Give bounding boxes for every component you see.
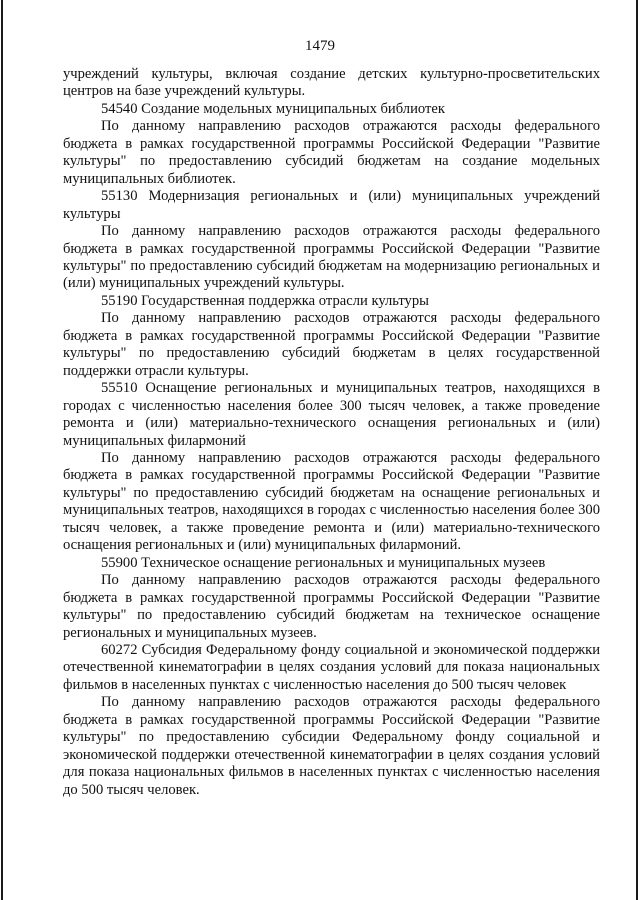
section-text-55510: По данному направлению расходов отражаются расходы федерального бюджета в рамках государственной программы Российской Федерации "Развитие культуры" по предоставлению субсидий бюджетам на оснащение региональных и муниципальных театров, находящихся в городах с численностью населения более 300 тысяч человек, а также проведение ремонта и (или) материально-технического оснащения региональных и (или) муниципальных филармоний. — [63, 449, 600, 554]
section-heading-55130: 55130 Модернизация региональных и (или) муниципальных учреждений культуры — [63, 188, 600, 222]
section-text-60272: По данному направлению расходов отражаются расходы федерального бюджета в рамках государственной программы Российской Федерации "Развитие культуры" по предоставлению субсидии Федеральному фонду социальной и экономической поддержки отечественной кинематографии в целях создания условий для показа национальных фильмов в населенных пунктах с численностью населения до 500 тысяч человек. — [63, 694, 600, 798]
section-heading-54540: 54540 Создание модельных муниципальных библиотек — [101, 100, 445, 117]
section-heading-60272: 60272 Субсидия Федеральному фонду социальной и экономической поддержки отечественной кинематографии в целях создания условий для показа национальных фильмов в населенных пунктах с численностью населения до 500 тысяч человек — [63, 641, 600, 693]
scan-border-left — [1, 0, 3, 900]
paragraph-continuation: учреждений культуры, включая создание детских культурно-просветительских центров на базе учреждений культуры. — [63, 66, 600, 100]
section-text-54540: По данному направлению расходов отражаются расходы федерального бюджета в рамках государственной программы Российской Федерации "Развитие культуры" по предоставлению субсидий бюджетам на создание модельных муниципальных библиотек. — [63, 118, 600, 187]
section-heading-55900: 55900 Техническое оснащение региональных и муниципальных музеев — [101, 554, 546, 571]
section-heading-55190: 55190 Государственная поддержка отрасли культуры — [101, 292, 429, 309]
scan-border-right — [636, 0, 638, 900]
document-body — [63, 66, 600, 799]
section-text-55130: По данному направлению расходов отражаются расходы федерального бюджета в рамках государственной программы Российской Федерации "Развитие культуры" по предоставлению субсидий бюджетам на модернизацию региональных и (или) муниципальных учреждений культуры. — [63, 223, 600, 292]
section-heading-55510: 55510 Оснащение региональных и муниципальных театров, находящихся в городах с численностью населения более 300 тысяч человек, а также проведение ремонта и (или) материально-технического оснащения региональных и (или) муниципальных филармоний — [63, 380, 600, 449]
page-number: 1479 — [305, 38, 335, 54]
section-text-55900: По данному направлению расходов отражаются расходы федерального бюджета в рамках государственной программы Российской Федерации "Развитие культуры" по предоставлению субсидий бюджетам на техническое оснащение региональных и муниципальных музеев. — [63, 572, 600, 641]
section-text-55190: По данному направлению расходов отражаются расходы федерального бюджета в рамках государственной программы Российской Федерации "Развитие культуры" по предоставлению субсидий бюджетам в целях государственной поддержки отрасли культуры. — [63, 310, 600, 379]
